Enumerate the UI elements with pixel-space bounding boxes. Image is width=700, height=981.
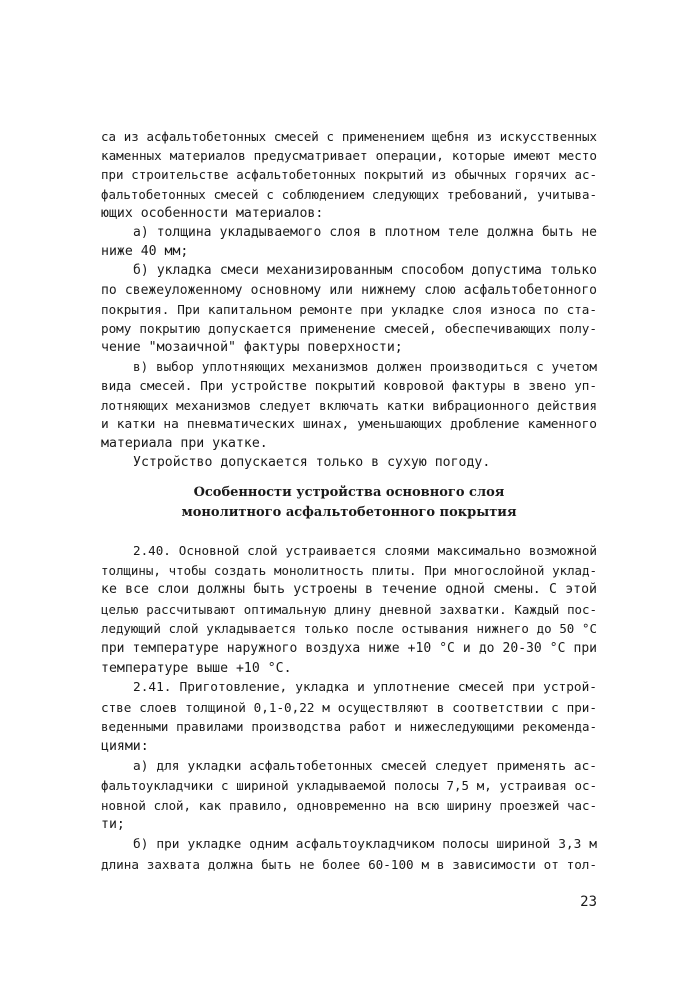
text-line: ке все слои должны быть устроены в течение одной смены. С этой <box>101 582 597 598</box>
paragraph-block-1 <box>101 127 597 472</box>
text-line: циями: <box>101 738 149 754</box>
text-line: длина захвата должна быть не более 60-100 м в зависимости от тол- <box>101 856 597 872</box>
text-line: а) для укладки асфальтобетонных смесей следует применять ас- <box>133 758 597 774</box>
text-line: температуре выше +10 °С. <box>101 660 292 676</box>
text-line: Устройство допускается только в сухую погоду. <box>133 455 491 471</box>
text-line: рому покрытию допускается применение смесей, обеспечивающих полу- <box>101 320 597 336</box>
section-heading-line-2: монолитного асфальтобетонного покрытия <box>181 505 517 520</box>
text-line: а) толщина укладываемого слоя в плотном теле должна быть не <box>133 224 597 240</box>
text-line: ниже 40 мм; <box>101 244 189 260</box>
text-line: са из асфальтобетонных смесей с применением щебня из искусственных <box>101 129 597 144</box>
text-line: стве слоев толщиной 0,1-0,22 м осуществляют в соответствии с при- <box>101 699 597 715</box>
text-line: б) укладка смеси механизированным способом допустима только <box>133 263 597 279</box>
text-line: 2.40. Основной слой устраивается слоями максимально возможной <box>133 543 597 558</box>
text-line: лотняющих механизмов следует включать катки вибрационного действия <box>101 397 597 413</box>
text-line: при температуре наружного воздуха ниже +10 °С и до 20-30 °С при <box>101 640 597 656</box>
text-line: при строительстве асфальтобетонных покрытий из обычных горячих ас- <box>101 167 597 183</box>
text-line: веденными правилами производства работ и нижеследующими рекоменда- <box>101 719 597 735</box>
section-heading <box>101 483 597 523</box>
text-line: вида смесей. При устройстве покрытий ковровой фактуры в звено уп- <box>101 378 597 394</box>
page-number: 23 <box>580 894 597 910</box>
text-line: покрытия. При капитальном ремонте при укладке слоя износа по ста- <box>101 301 597 317</box>
text-line: и катки на пневматических шинах, уменьшающих дробление каменного <box>101 416 597 432</box>
section-heading-line-1: Особенности устройства основного слоя <box>193 485 505 500</box>
text-line: по свежеуложенному основному или нижнему слою асфальтобетонного <box>101 282 597 298</box>
text-line: новной слой, как правило, одновременно на всю ширину проезжей час- <box>101 797 597 813</box>
text-line: б) при укладке одним асфальтоукладчиком полосы шириной 3,3 м <box>133 836 597 852</box>
text-line: в) выбор уплотняющих механизмов должен производиться с учетом <box>133 359 597 375</box>
text-line: целью рассчитывают оптимальную длину дневной захватки. Каждый пос- <box>101 601 597 617</box>
text-line: толщины, чтобы создать монолитность плиты. При многослойной уклад- <box>101 562 597 578</box>
text-line: каменных материалов предусматривает операции, которые имеют место <box>101 148 597 164</box>
paragraph-block-2 <box>101 541 597 874</box>
text-line: материала при укатке. <box>101 436 268 451</box>
text-line: 2.41. Приготовление, укладка и уплотнение смесей при устрой- <box>133 680 597 696</box>
text-line: ти; <box>101 817 125 833</box>
text-line: фальтобетонных смесей с соблюдением следующих требований, учитыва- <box>101 186 597 202</box>
text-line: фальтоукладчики с шириной укладываемой полосы 7,5 м, устраивая ос- <box>101 778 597 794</box>
text-line: ющих особенности материалов: <box>101 205 324 221</box>
text-line: ледующий слой укладывается только после остывания нижнего до 50 °С <box>101 621 597 637</box>
text-line: чение "мозаичной" фактуры поверхности; <box>101 340 403 356</box>
